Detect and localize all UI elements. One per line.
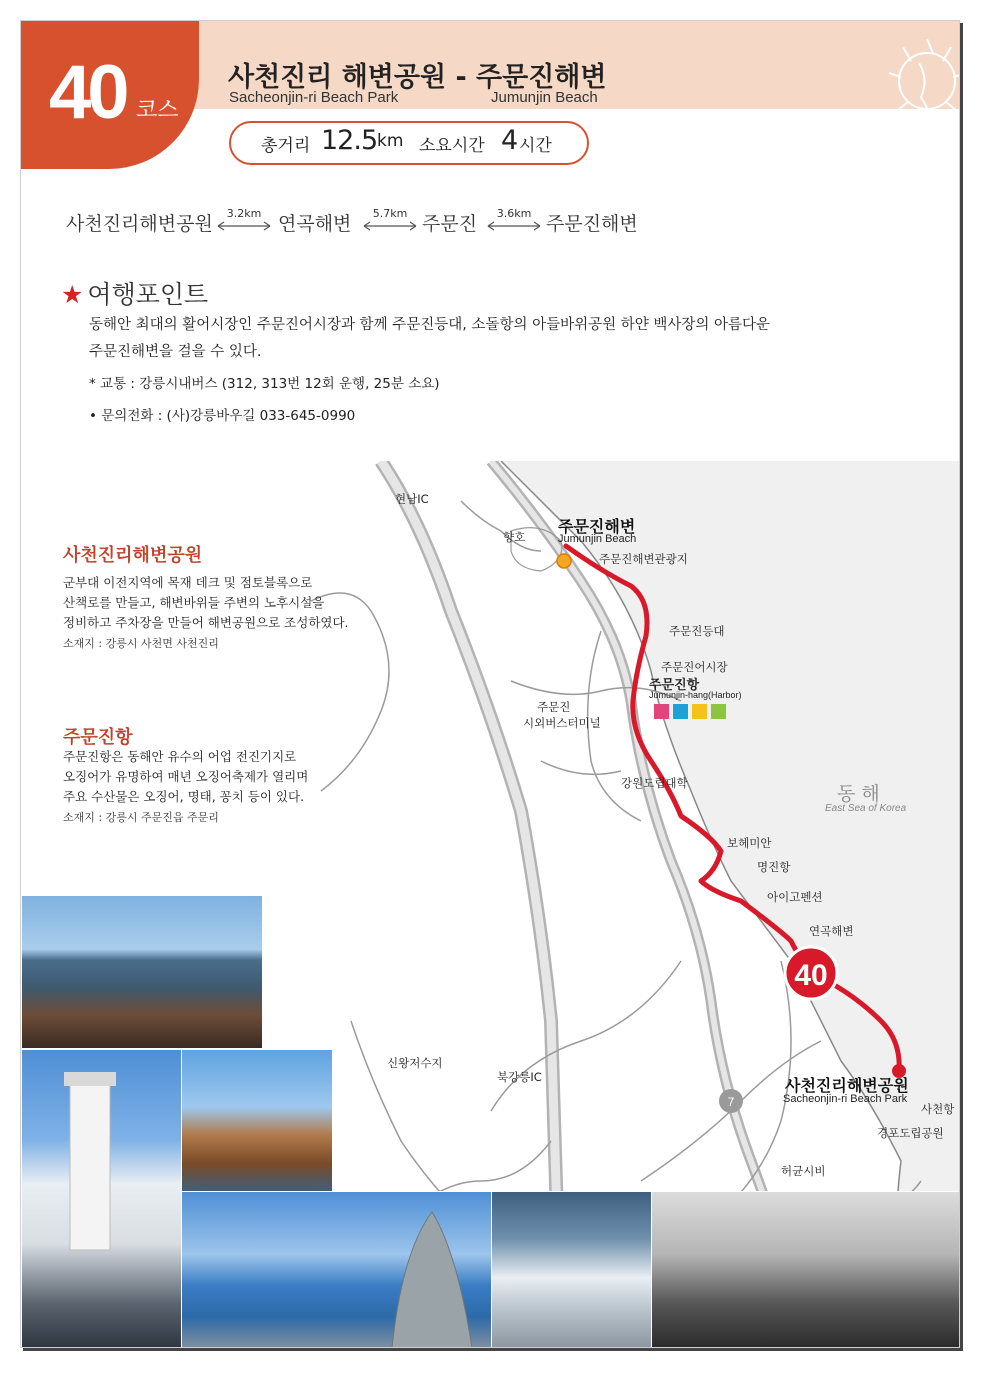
photo-waves-hiker — [491, 1191, 653, 1348]
course-badge-number: 40 — [794, 959, 828, 992]
section-port-line: 주요 수산물은 오징어, 명태, 꽁치 등이 있다. — [63, 789, 305, 804]
route-segment — [362, 207, 418, 235]
travel-point-title: 여행포인트 — [87, 280, 209, 309]
page-title: 사천진리 해변공원 - 주문진해변 — [228, 62, 607, 93]
map-label-provincial-university: 강원도립대학 — [621, 776, 688, 790]
distance-label: 총거리 — [261, 136, 311, 156]
section-port-line: 오징어가 유명하여 매년 오징어축제가 열리며 — [63, 769, 309, 784]
time-value: 4 — [501, 125, 519, 156]
travel-point-heading — [61, 275, 208, 311]
time-label: 소요시간 — [419, 136, 485, 156]
course-suffix: 코스 — [136, 98, 179, 123]
route-stop: 주문진 — [422, 213, 478, 235]
map-label-terminal-1: 주문진 — [537, 700, 571, 714]
route-strip — [66, 207, 960, 241]
route-segment — [216, 207, 272, 235]
photo-hikers-group — [651, 1191, 960, 1348]
title-en-start: Sacheonjin-ri Beach Park — [229, 89, 399, 106]
map-start-name: 사천진리해변공원 — [785, 1076, 909, 1095]
map-label-sea: 동 해 — [837, 783, 880, 805]
section-title-sacheon: 사천진리해변공원 — [63, 545, 203, 566]
restroom-icon — [654, 704, 669, 719]
distance-unit: km — [377, 131, 404, 151]
distance-value: 12.5 — [321, 125, 378, 156]
map-label-bohemian: 보헤미안 — [727, 836, 772, 850]
photo-lighthouse — [21, 1049, 183, 1348]
time-unit: 시간 — [519, 136, 552, 156]
course-summary — [229, 121, 589, 165]
rock-icon — [182, 1192, 492, 1348]
photo-boardwalk — [21, 895, 263, 1049]
segment-distance: 5.7km — [372, 207, 408, 220]
map-end-name: 주문진해변 — [558, 517, 636, 536]
food-icon — [692, 704, 707, 719]
map-label-hyangho: 향호 — [503, 530, 526, 544]
section-port-location: 소재지 : 강릉시 주문진읍 주문리 — [63, 811, 219, 824]
info-icon — [673, 704, 688, 719]
section-sacheon-line: 정비하고 주차장을 만들어 해변공원으로 조성하였다. — [63, 615, 349, 630]
route-stop: 사천진리해변공원 — [66, 213, 213, 235]
section-sacheon-line: 산책로를 만들고, 해변바위들 주변의 노후시설을 — [63, 595, 325, 610]
course-map — [21, 461, 959, 1347]
double-arrow-icon — [216, 221, 272, 231]
double-arrow-icon — [486, 221, 542, 231]
segment-distance: 3.2km — [226, 207, 262, 220]
course-badge — [21, 21, 199, 169]
route-end-marker — [557, 554, 571, 568]
map-label-heogyun-monument: 허균시비 — [781, 1164, 826, 1178]
route-stop: 연곡해변 — [278, 213, 352, 235]
map-label-lighthouse: 주문진등대 — [669, 624, 725, 638]
segment-distance: 3.6km — [496, 207, 532, 220]
map-label-terminal-2: 시외버스터미널 — [523, 716, 601, 730]
photo-coast-rock — [181, 1191, 493, 1348]
route-stop: 주문진해변 — [546, 213, 638, 235]
page-frame — [20, 20, 960, 1348]
map-label-sacheon-port: 사천항 — [921, 1102, 955, 1116]
contact-info: • 문의전화 : (사)강릉바우길 033-645-0990 — [89, 408, 356, 424]
section-port-line: 주문진항은 동해안 유수의 어업 전진기지로 — [63, 749, 297, 764]
travel-point-desc-2: 주문진해변을 걸을 수 있다. — [89, 344, 262, 360]
sun-logo-icon — [867, 21, 959, 171]
transport-info: * 교통 : 강릉시내버스 (312, 313번 12회 운행, 25분 소요) — [89, 376, 440, 392]
map-label-sea-en: East Sea of Korea — [825, 803, 907, 814]
star-icon: ★ — [61, 280, 84, 309]
map-label-fish-market: 주문진어시장 — [661, 660, 728, 674]
title-en-end: Jumunjin Beach — [491, 89, 598, 106]
map-label-bukgangneung-ic: 북강릉IC — [497, 1070, 542, 1084]
travel-point-desc-1: 동해안 최대의 활어시장인 주문진어시장과 함께 주문진등대, 소돌항의 아들바위공원 하얀 백사장의 아름다운 — [89, 317, 771, 333]
map-label-hyeonnam-ic: 현남IC — [395, 492, 429, 506]
map-label-myeongjin-port: 명진항 — [757, 860, 791, 874]
section-sacheon-location: 소재지 : 강릉시 사천면 사천진리 — [63, 637, 219, 650]
map-end-name-en: Jumunjin Beach — [558, 533, 637, 545]
map-label-harbor: 주문진항 — [649, 678, 700, 693]
map-label-provincial-park: 경포도립공원 — [877, 1126, 944, 1140]
map-label-singwang-reservoir: 신왕저수지 — [387, 1056, 443, 1070]
map-start-name-en: Sacheonjin-ri Beach Park — [783, 1093, 908, 1105]
map-label-beach-tourist-area: 주문진해변관광지 — [599, 552, 688, 566]
map-label-aigo-pension: 아이고펜션 — [767, 890, 823, 904]
parking-icon — [711, 704, 726, 719]
section-sacheon-line: 군부대 이전지역에 목재 데크 및 점토블록으로 — [63, 575, 313, 590]
double-arrow-icon — [362, 221, 418, 231]
section-title-jumunjin-port: 주문진항 — [63, 727, 133, 748]
course-number: 40 — [49, 50, 126, 135]
photo-squid-drying — [181, 1049, 333, 1193]
road-sign-number: 7 — [727, 1095, 735, 1109]
map-label-harbor-en: Jumunjin-hang(Harbor) — [649, 690, 742, 700]
route-segment — [486, 207, 542, 235]
map-label-yeongok-beach: 연곡해변 — [809, 924, 854, 938]
lighthouse-icon — [22, 1050, 182, 1348]
